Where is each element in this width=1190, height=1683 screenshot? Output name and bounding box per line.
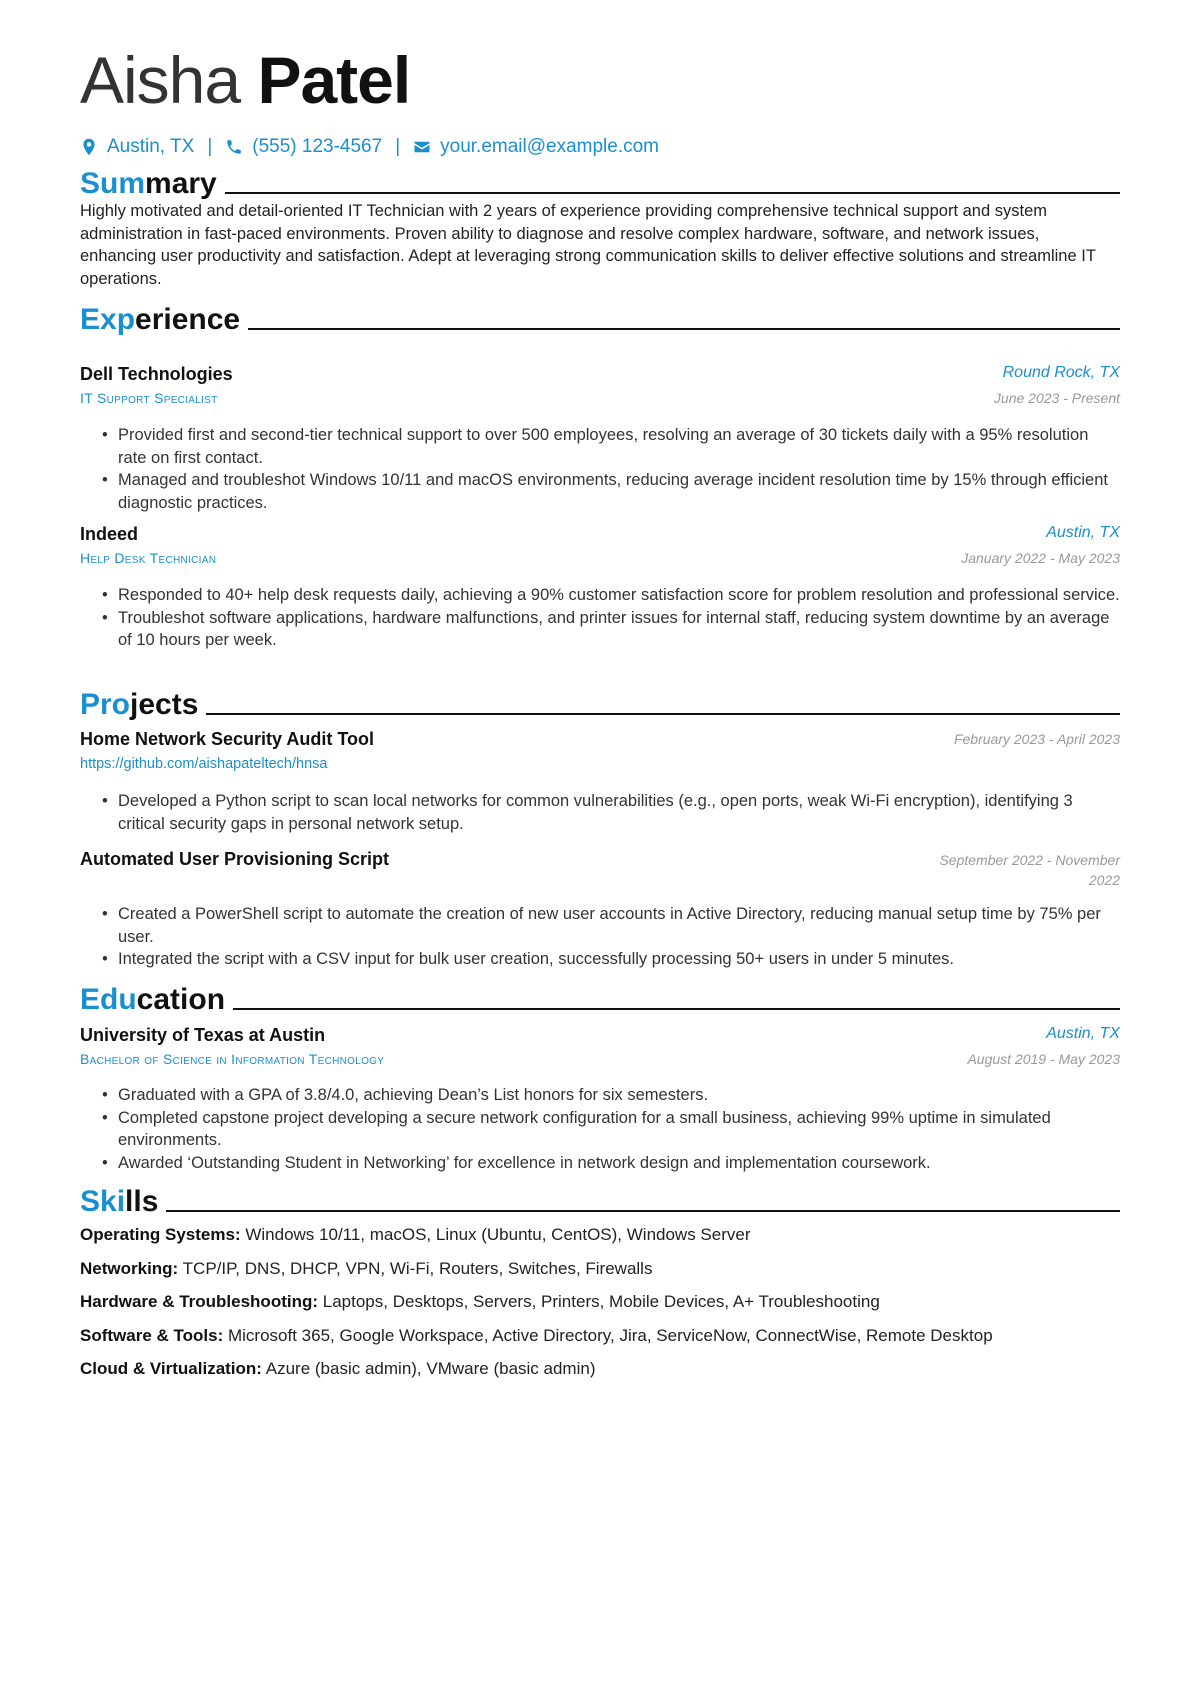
list-item: • Graduated with a GPA of 3.8/4.0, achieving Dean’s List honors for six semesters. bbox=[118, 1084, 1120, 1107]
skill-value: Microsoft 365, Google Workspace, Active Directory, Jira, ServiceNow, ConnectWise, Remote Desktop bbox=[227, 1326, 993, 1345]
project-name: Home Network Security Audit Tool bbox=[80, 729, 375, 749]
list-item: • Managed and troubleshot Windows 10/11 and macOS environments, reducing average incident resolution time by 15% through efficient diagnostic practices. bbox=[118, 469, 1120, 514]
section-rule bbox=[166, 1210, 1120, 1212]
school-location: Austin, TX bbox=[1046, 1025, 1120, 1042]
list-item: • Awarded ‘Outstanding Student in Networking’ for excellence in network design and implementation coursework. bbox=[118, 1152, 1120, 1175]
last-name: Patel bbox=[257, 43, 411, 117]
skill-value: Windows 10/11, macOS, Linux (Ubuntu, CentOS), Windows Server bbox=[245, 1225, 751, 1244]
project-bullets bbox=[80, 903, 1120, 971]
job-location: Austin, TX bbox=[1046, 524, 1120, 541]
job-role: Help Desk Technician bbox=[80, 550, 217, 566]
phone-text: (555) 123-4567 bbox=[252, 136, 383, 157]
list-item: • Created a PowerShell script to automate the creation of new user accounts in Active Directory, reducing manual setup time by 75% per user. bbox=[118, 903, 1120, 948]
contact-separator: | bbox=[207, 136, 213, 157]
title-rest: erience bbox=[135, 303, 241, 336]
skill-row bbox=[80, 1259, 652, 1279]
skill-value: Laptops, Desktops, Servers, Printers, Mobile Devices, A+ Troubleshooting bbox=[322, 1292, 880, 1311]
project-dates: September 2022 - November 2022 bbox=[939, 852, 1120, 888]
project-name: Automated User Provisioning Script bbox=[80, 849, 390, 869]
section-rule bbox=[233, 1008, 1120, 1010]
email-link: your.email@example.com bbox=[440, 136, 659, 157]
skill-label: Operating Systems: bbox=[80, 1225, 241, 1244]
skill-row bbox=[80, 1359, 595, 1379]
project-link[interactable]: https://github.com/aishapateltech/hnsa bbox=[80, 756, 328, 772]
list-item: • Responded to 40+ help desk requests daily, achieving a 90% customer satisfaction score for problem resolution and professional service. bbox=[118, 584, 1120, 607]
section-rule bbox=[225, 192, 1120, 194]
project-bullets bbox=[80, 790, 1120, 835]
education-bullets bbox=[80, 1084, 1120, 1174]
skill-row bbox=[80, 1225, 751, 1245]
section-experience bbox=[80, 298, 1120, 338]
contact-bar bbox=[80, 134, 659, 160]
skill-label: Software & Tools: bbox=[80, 1326, 224, 1345]
contact-email[interactable] bbox=[413, 136, 659, 158]
summary-text: Highly motivated and detail-oriented IT Technician with 2 years of experience providing comprehensive technical support and system administration in fast-paced environments. Proven ability to diagnose and resolve complex hardware, software, and network issues, enhancing user productivity and satisfaction. Adept at leveraging strong communication skills to deliver effective solutions and streamline IT operations. bbox=[80, 202, 1096, 288]
job-bullets bbox=[80, 584, 1120, 652]
list-item: • Developed a Python script to scan local networks for common vulnerabilities (e.g., open ports, weak Wi-Fi encryption), identifying 3 critical security gaps in personal network setup. bbox=[118, 790, 1120, 835]
phone-icon bbox=[225, 138, 243, 156]
degree: Bachelor of Science in Information Technology bbox=[80, 1051, 385, 1067]
education-dates: August 2019 - May 2023 bbox=[967, 1051, 1120, 1067]
list-item: • Troubleshot software applications, hardware malfunctions, and printer issues for internal staff, reducing system downtime by an average of 10 hours per week. bbox=[118, 607, 1120, 652]
job-dates: June 2023 - Present bbox=[993, 390, 1120, 406]
project-dates: February 2023 - April 2023 bbox=[953, 731, 1120, 747]
title-accent: Sum bbox=[80, 167, 146, 200]
skill-row bbox=[80, 1292, 880, 1312]
section-title bbox=[80, 302, 240, 338]
contact-location bbox=[80, 136, 194, 158]
skill-value: Azure (basic admin), VMware (basic admin) bbox=[265, 1359, 596, 1378]
candidate-name bbox=[80, 40, 410, 120]
list-item: • Integrated the script with a CSV input for bulk user creation, successfully processing 50+ users in under 5 minutes. bbox=[118, 948, 1120, 971]
map-pin-icon bbox=[80, 138, 98, 156]
skill-row bbox=[80, 1326, 993, 1346]
title-rest: lls bbox=[125, 1185, 159, 1218]
title-rest: jects bbox=[130, 688, 199, 721]
section-title bbox=[80, 1184, 158, 1220]
section-title bbox=[80, 982, 225, 1018]
first-name: Aisha bbox=[80, 43, 241, 117]
section-skills bbox=[80, 1180, 1120, 1220]
title-accent: Pro bbox=[80, 688, 131, 721]
job-dates: January 2022 - May 2023 bbox=[961, 550, 1120, 566]
location-text: Austin, TX bbox=[107, 136, 195, 157]
section-title bbox=[80, 166, 217, 202]
title-accent: Exp bbox=[80, 303, 136, 336]
section-projects bbox=[80, 683, 1120, 723]
title-rest: mary bbox=[145, 167, 217, 200]
contact-phone[interactable] bbox=[225, 136, 382, 158]
list-item: • Provided first and second-tier technical support to over 500 employees, resolving an average of 30 tickets daily with a 95% resolution rate on first contact. bbox=[118, 424, 1120, 469]
envelope-icon bbox=[413, 138, 431, 156]
title-accent: Edu bbox=[80, 983, 137, 1016]
job-bullets bbox=[80, 424, 1120, 514]
list-item: • Completed capstone project developing a secure network configuration for a small business, achieving 99% uptime in simulated environments. bbox=[118, 1107, 1120, 1152]
section-summary bbox=[80, 162, 1120, 202]
section-rule bbox=[206, 713, 1120, 715]
contact-separator: | bbox=[395, 136, 401, 157]
title-rest: cation bbox=[136, 983, 226, 1016]
title-accent: Ski bbox=[80, 1185, 126, 1218]
skill-label: Cloud & Virtualization: bbox=[80, 1359, 262, 1378]
job-location: Round Rock, TX bbox=[1002, 364, 1120, 381]
skill-label: Hardware & Troubleshooting: bbox=[80, 1292, 319, 1311]
job-company: Indeed bbox=[80, 524, 139, 544]
job-role: IT Support Specialist bbox=[80, 390, 218, 406]
section-education bbox=[80, 978, 1120, 1018]
job-company: Dell Technologies bbox=[80, 364, 233, 384]
skill-label: Networking: bbox=[80, 1259, 179, 1278]
section-rule bbox=[248, 328, 1120, 330]
skill-value: TCP/IP, DNS, DHCP, VPN, Wi-Fi, Routers, Switches, Firewalls bbox=[182, 1259, 653, 1278]
school-name: University of Texas at Austin bbox=[80, 1025, 326, 1045]
section-title bbox=[80, 687, 198, 723]
